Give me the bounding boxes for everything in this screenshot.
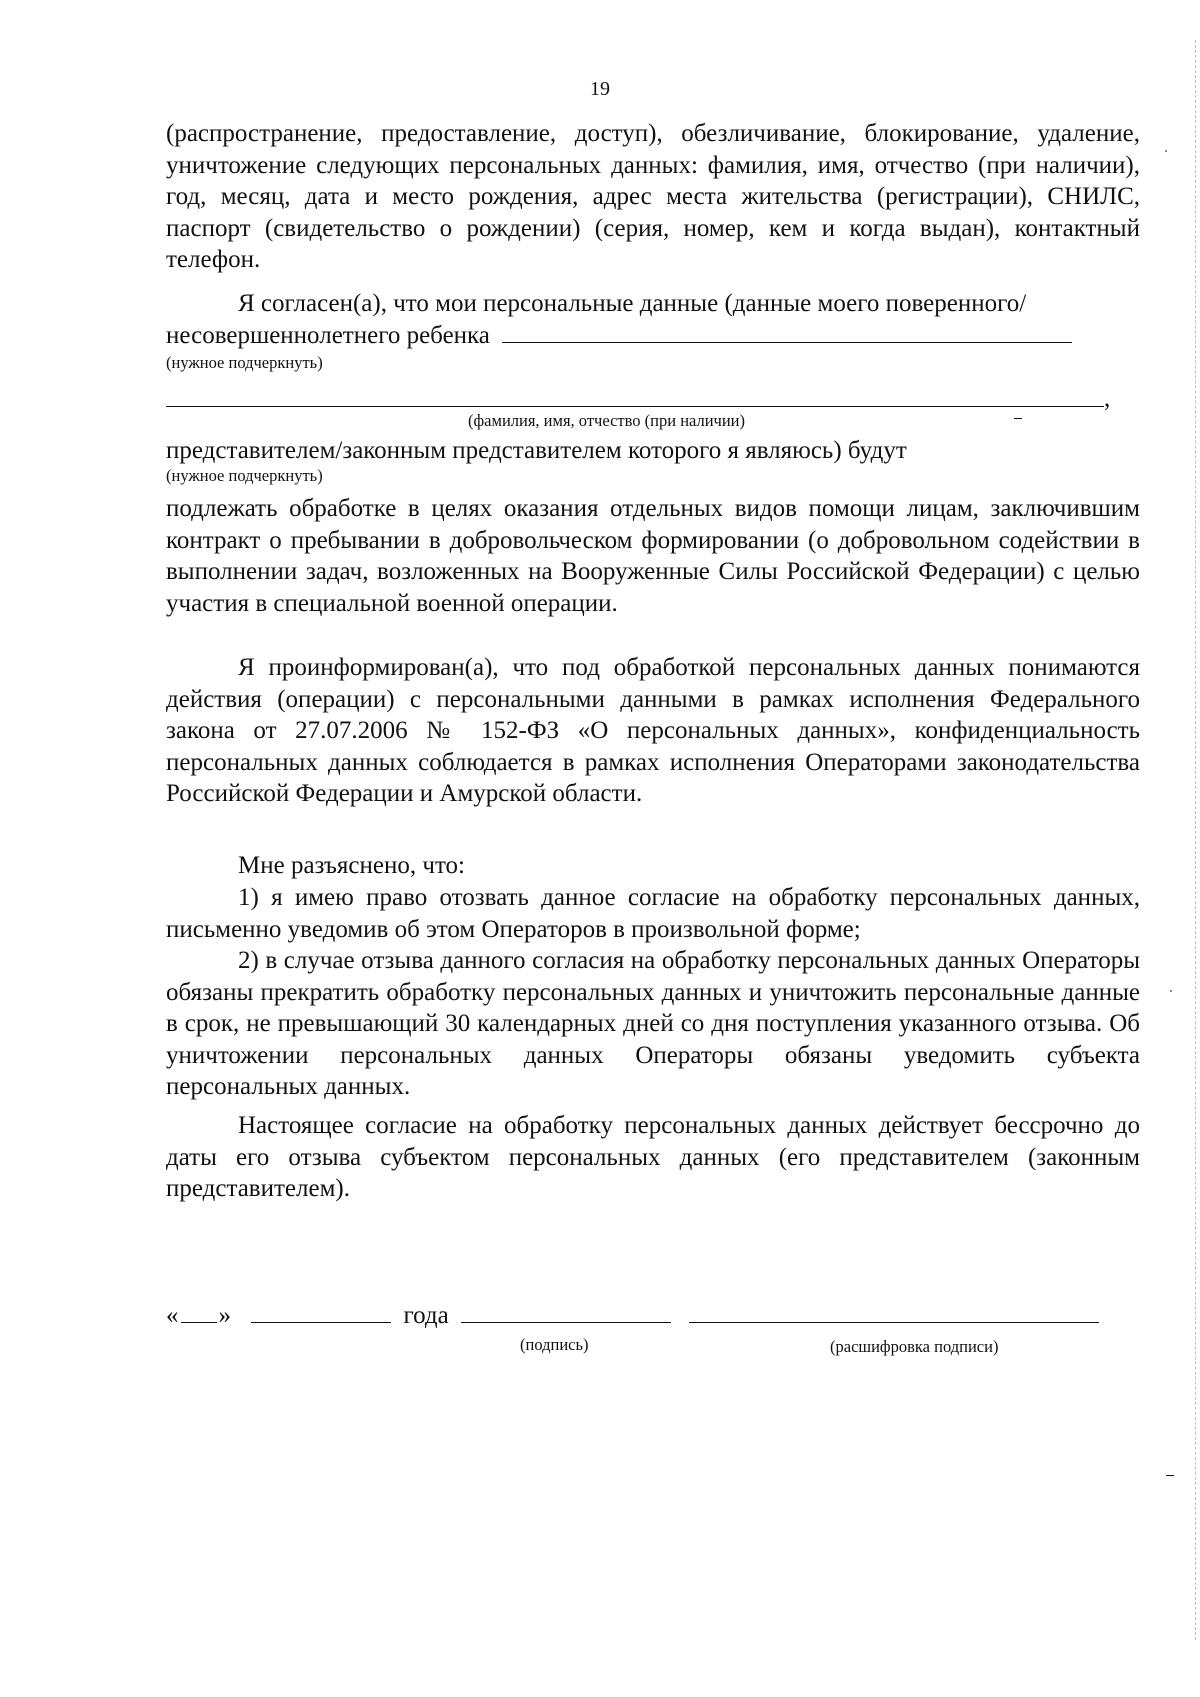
signature-field[interactable] [461, 1302, 671, 1323]
full-name-field[interactable] [166, 406, 1104, 407]
signature-row [166, 1300, 1140, 1332]
paragraph-purpose: подлежать обработке в целях оказания отдельных видов помощи лицам, заключившим контракт о пребывании в добровольческом формировании (о добровольном содействии в выполнении задач, возложенных на Вооруженные Силы Российской Федерации) с целью участия в специальной военной операции. [166, 495, 1140, 617]
consent-line-1: Я согласен(а), что мои персональные данные (данные моего поверенного/ [238, 290, 1027, 317]
name-line-comma: , [1104, 385, 1111, 412]
year-word: года [403, 1302, 449, 1329]
page-number: 19 [590, 78, 610, 100]
consent-line-2-text: несовершеннолетнего ребенка [166, 322, 490, 349]
quote-open: « [166, 1302, 179, 1329]
quote-close: » [218, 1302, 231, 1329]
child-name-field[interactable] [502, 322, 1072, 343]
list-item-1: 1) я имею право отозвать данное согласие на обработку персональных данных, письменно уведомив об этом Операторов в произвольной форме; [166, 884, 1140, 943]
hint-underline-1: (нужное подчеркнуть) [166, 353, 323, 372]
signature-decoding-field[interactable] [689, 1302, 1099, 1323]
scan-page-edge [1195, 40, 1196, 1640]
scan-speck [1170, 990, 1172, 992]
paragraph-informed: Я проинформирован(а), что под обработкой персональных данных понимаются действия (операции) с персональными данными в рамках исполнения Федерального закона от 27.07.2006 № 152-ФЗ «О персональных данных», конфиденциальность персональных данных соблюдается в рамках исполнения Операторами законодательства Российской Федерации и Амурской области. [166, 654, 1140, 807]
list-item-2: 2) в случае отзыва данного согласия на обработку персональных данных Операторы обязаны прекратить обработку персональных данных и уничтожить персональные данные в срок, не превышающий 30 календарных дней со дня поступления указанного отзыва. Об уничтожении персональных данных Операторы обязаны уведомить субъекта персональных данных. [166, 947, 1140, 1100]
scan-dash-mark [1166, 1475, 1174, 1476]
paragraph-data-list: (распространение, предоставление, доступ), обезличивание, блокирование, удаление, уничтожение следующих персональных данных: фамилия, имя, отчество (при наличии), год, месяц, дата и место рождения, адрес места жительства (регистрации), СНИЛС, паспорт (свидетельство о рождении) (серия, номер, кем и когда выдан), контактный телефон. [166, 120, 1140, 273]
scan-speck [1165, 150, 1167, 152]
hint-underline-2: (нужное подчеркнуть) [166, 466, 323, 485]
paragraph-validity: Настоящее согласие на обработку персональных данных действует бессрочно до даты его отзыва субъектом персональных данных (его представителем (законным представителем). [166, 1112, 1140, 1202]
paragraph-explained: Мне разъяснено, что: [238, 852, 465, 879]
month-field[interactable] [251, 1302, 391, 1323]
day-field[interactable] [181, 1302, 217, 1323]
consent-line-3: представителем/законным представителем которого я являюсь) будут [166, 437, 907, 464]
hint-decoding: (расшифровка подписи) [830, 1337, 999, 1356]
consent-line-2 [166, 320, 1140, 352]
hint-signature: (подпись) [520, 1335, 589, 1354]
scan-dash-mark [1014, 418, 1022, 419]
hint-fio: (фамилия, имя, отчество (при наличии) [468, 411, 746, 430]
